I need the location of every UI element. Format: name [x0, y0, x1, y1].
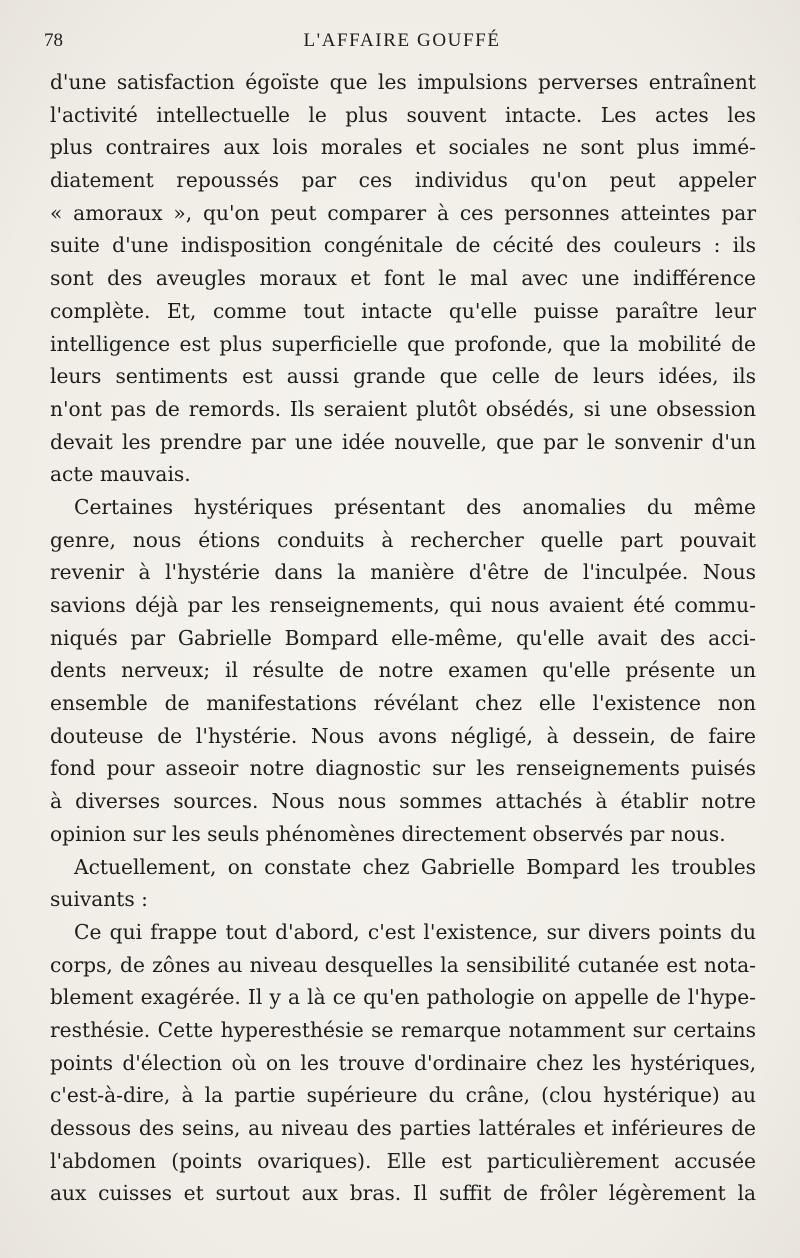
text-line: revenir à l'hystérie dans la manière d'être de l'inculpée. Nous: [50, 560, 756, 585]
text-line: dents nerveux; il résulte de notre examen qu'elle présente un: [50, 658, 756, 683]
text-line: corps, de zônes au niveau desquelles la sensibilité cutanée est nota-: [50, 952, 756, 977]
text-line: opinion sur les seuls phénomènes directement observés par nous.: [50, 821, 726, 846]
text-line: resthésie. Cette hyperesthésie se remarque notamment sur certains: [50, 1017, 756, 1042]
body-text: [50, 66, 756, 1210]
text-line: « amoraux », qu'on peut comparer à ces personnes atteintes par: [50, 200, 756, 225]
text-line: blement exagérée. Il y a là ce qu'en pathologie on appelle de l'hype-: [50, 985, 756, 1010]
text-line: intelligence est plus superficielle que profonde, que la mobilité de: [50, 331, 756, 356]
text-line: ensemble de manifestations révélant chez elle l'existence non: [50, 691, 756, 716]
text-line: Certaines hystériques présentant des anomalies du même: [74, 494, 756, 519]
text-line: fond pour asseoir notre diagnostic sur les renseignements puisés: [50, 756, 756, 781]
text-line: dessous des seins, au niveau des parties lattérales et inférieures de: [50, 1116, 756, 1140]
text-line: c'est-à-dire, à la partie supérieure du crâne, (clou hystérique) au: [50, 1083, 756, 1108]
page-header: [44, 30, 760, 58]
text-line: douteuse de l'hystérie. Nous avons négligé, à dessein, de faire: [50, 723, 756, 748]
text-line: à diverses sources. Nous nous sommes attachés à établir notre: [50, 789, 756, 814]
text-line: diatement repoussés par ces individus qu'on peut appeler: [50, 168, 756, 193]
text-line: points d'élection où on les trouve d'ordinaire chez les hystériques,: [50, 1050, 756, 1075]
text-line: complète. Et, comme tout intacte qu'elle puisse paraître leur: [50, 298, 756, 323]
text-line: Actuellement, on constate chez Gabrielle Bompard les troubles: [74, 854, 756, 879]
text-line: leurs sentiments est aussi grande que celle de leurs idées, ils: [50, 364, 756, 389]
text-line: suivants :: [50, 887, 148, 912]
running-title: L'AFFAIRE GOUFFÉ: [303, 30, 501, 51]
text-line: l'abdomen (points ovariques). Elle est particulièrement accusée: [50, 1148, 756, 1173]
text-line: savions déjà par les renseignements, qui nous avaient été commu-: [50, 593, 756, 617]
text-line: acte mauvais.: [50, 462, 191, 487]
text-line: n'ont pas de remords. Ils seraient plutôt obsédés, si une obsession: [50, 396, 756, 421]
text-line: Ce qui frappe tout d'abord, c'est l'existence, sur divers points du: [74, 919, 756, 944]
text-line: aux cuisses et surtout aux bras. Il suffit de frôler légèrement la: [50, 1181, 756, 1206]
text-line: l'activité intellectuelle le plus souvent intacte. Les actes les: [50, 102, 756, 127]
text-line: suite d'une indisposition congénitale de cécité des couleurs : ils: [50, 233, 756, 258]
text-line: genre, nous étions conduits à rechercher quelle part pouvait: [50, 527, 756, 552]
text-line: niqués par Gabrielle Bompard elle-même, qu'elle avait des acci-: [50, 625, 756, 650]
text-line: plus contraires aux lois morales et sociales ne sont plus immé-: [50, 135, 756, 160]
text-line: sont des aveugles moraux et font le mal avec une indifférence: [50, 266, 756, 291]
text-line: d'une satisfaction égoïste que les impulsions perverses entraînent: [50, 70, 756, 94]
page-number: 78: [44, 30, 63, 51]
text-line: devait les prendre par une idée nouvelle, que par le sonvenir d'un: [50, 429, 756, 454]
